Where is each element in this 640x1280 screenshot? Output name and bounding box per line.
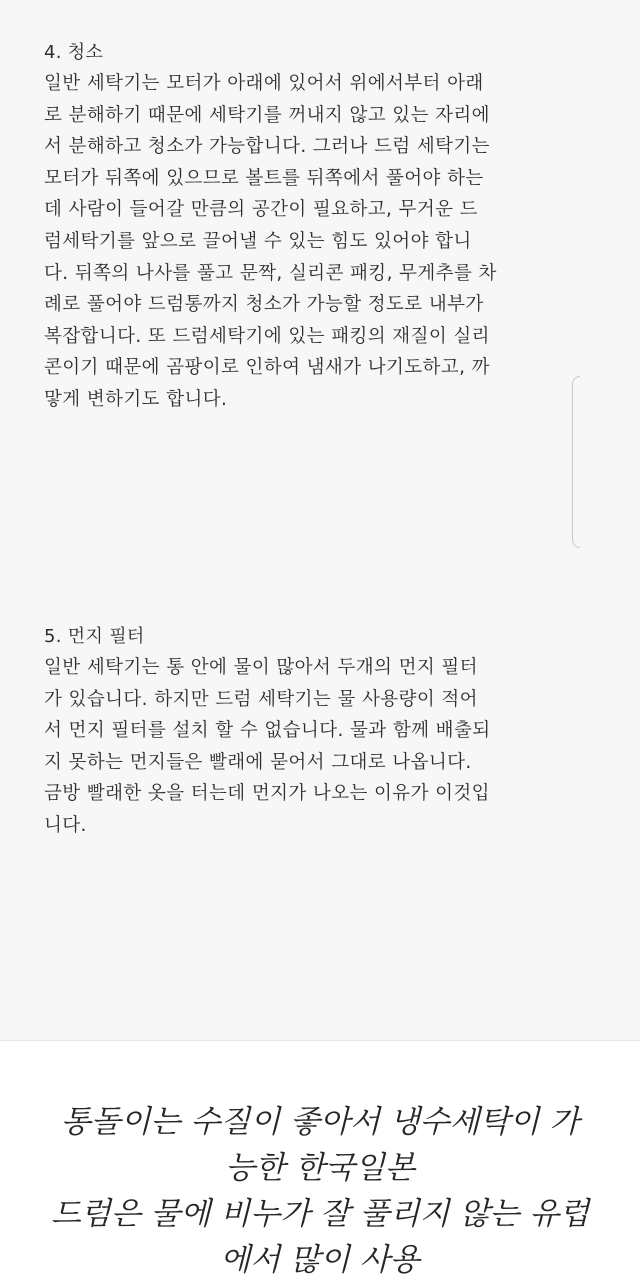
scroll-indicator[interactable] (572, 376, 580, 548)
paragraph-line: 서 분해하고 청소가 가능합니다. 그러나 드럼 세탁기는 (44, 136, 490, 158)
paragraph-line: 다. 뒤쪽의 나사를 풀고 문짝, 실리콘 패킹, 무게추를 차 (44, 262, 497, 284)
section-dust-filter (44, 622, 574, 842)
paragraph-line: 서 먼지 필터를 설치 할 수 없습니다. 물과 함께 배출되 (44, 720, 491, 742)
paragraph-line: 니다. (44, 814, 87, 836)
paragraph-line: 맣게 변하기도 합니다. (44, 388, 228, 410)
section-heading-dust-filter: 5. 먼지 필터 (44, 626, 145, 647)
paragraph-line: 럼세탁기를 앞으로 끌어낼 수 있는 힘도 있어야 합니 (44, 230, 472, 252)
paragraph-line: 복잡합니다. 또 드럼세탁기에 있는 패킹의 재질이 실리 (44, 325, 490, 347)
caption-line: 에서 많이 사용 (220, 1242, 420, 1278)
paragraph-line: 지 못하는 먼지들은 빨래에 묻어서 그대로 나옵니다. (44, 751, 472, 773)
caption-line: 드럼은 물에 비누가 잘 풀리지 않는 유럽 (50, 1196, 590, 1232)
paragraph-line: 일반 세탁기는 통 안에 물이 많아서 두개의 먼지 필터 (44, 657, 478, 678)
paragraph-line: 로 분해하기 때문에 세탁기를 꺼내지 않고 있는 자리에 (44, 104, 490, 126)
paragraph-line: 금방 빨래한 옷을 터는데 먼지가 나오는 이유가 이것입 (44, 783, 490, 805)
paragraph-line: 모터가 뒤쪽에 있으므로 볼트를 뒤쪽에서 풀어야 하는 (44, 167, 484, 189)
handwritten-caption (0, 1099, 640, 1280)
paragraph-line: 일반 세탁기는 모터가 아래에 있어서 위에서부터 아래 (44, 73, 484, 94)
caption-line: 통돌이는 수질이 좋아서 냉수세탁이 가 (60, 1104, 580, 1140)
paragraph-line: 가 있습니다. 하지만 드럼 세탁기는 물 사용량이 적어 (44, 688, 478, 710)
section-heading-cleaning: 4. 청소 (44, 42, 104, 63)
caption-area (0, 1041, 640, 1280)
paragraph-line: 콘이기 때문에 곰팡이로 인하여 냄새가 나기도하고, 까 (44, 357, 490, 379)
paragraph-line: 데 사람이 들어갈 만큼의 공간이 필요하고, 무거운 드 (44, 199, 478, 221)
paragraph-line: 례로 풀어야 드럼통까지 청소가 가능할 정도로 내부가 (44, 294, 484, 316)
section-cleaning (44, 38, 574, 416)
caption-line: 능한 한국일본 (225, 1150, 415, 1186)
